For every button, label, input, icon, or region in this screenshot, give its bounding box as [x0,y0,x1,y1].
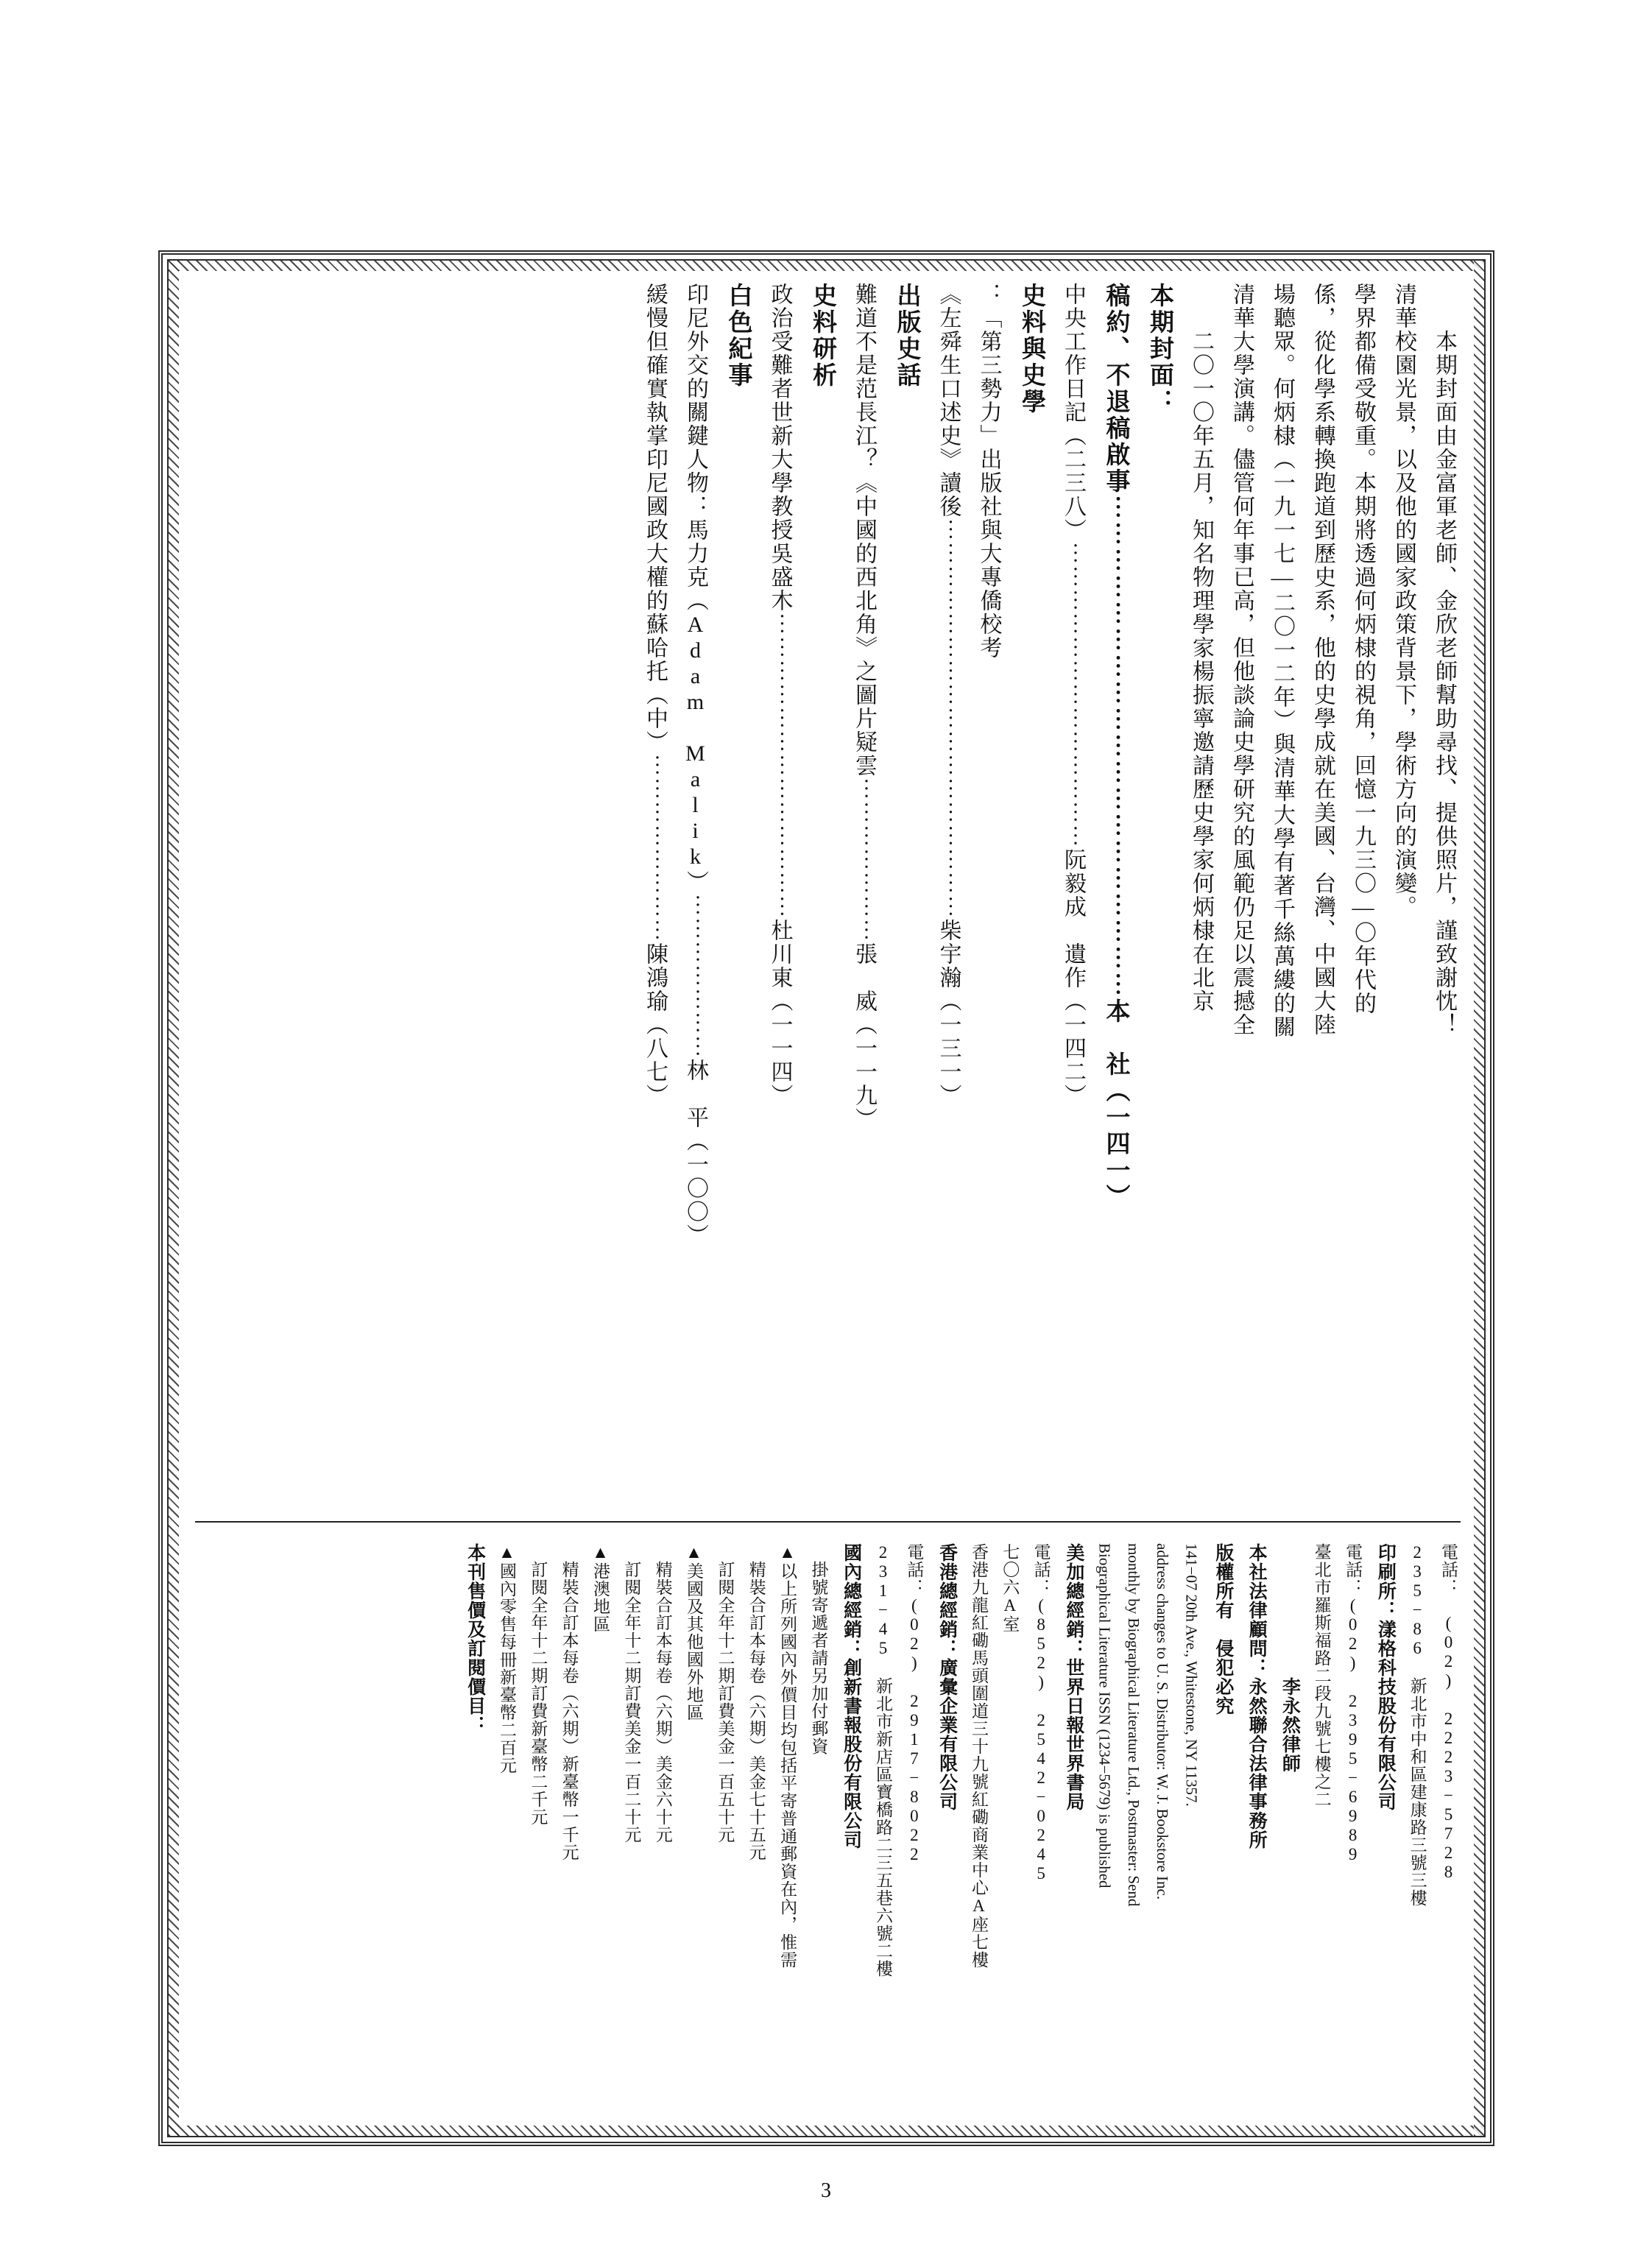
toc-entry: 本期封面由金富軍老師、金欣老師幫助尋找、提供照片，謹致謝忱！ [1432,283,1456,1037]
colophon-line: 235−86 新北市中和區建康路三號三樓 [1408,1543,1427,1907]
toc-entry: 難道不是范長江？《中國的西北角》之圖片疑雲⋯⋯⋯⋯⋯⋯⋯張 威（一一九） [852,283,876,1131]
page-decorative-frame [158,250,1494,2146]
page-number: 3 [821,2179,831,2202]
toc-entry: 《左舜生口述史》讀後⋯⋯⋯⋯⋯⋯⋯⋯⋯⋯⋯⋯⋯⋯⋯⋯⋯柴宇瀚（一三一） [936,283,961,1107]
colophon-line: 訂閱全年十二期訂費美金一百二十元 [622,1543,641,1844]
toc-section-heading: 白色紀事 [724,283,752,389]
colophon-line: 電話：(02) 2917−8022 [905,1543,924,1864]
colophon-line: 臺北市羅斯福路二段九號七樓之二 [1312,1543,1331,1808]
colophon-line: 精裝合訂本每卷（六期）美金七十五元 [746,1543,766,1861]
colophon-line: 精裝合訂本每卷（六期）新臺幣一千元 [560,1543,579,1861]
colophon-line: 電話：(852) 2542−0245 [1031,1543,1051,1883]
colophon-line: monthly by Biographical Literature Ltd., Postmaster: Send [1124,1543,1143,1907]
colophon-line: 141−07 20th Ave., Whitestone, NY 11357. [1182,1543,1201,1807]
toc-entry: 印尼外交的關鍵人物：馬力克（Adam Malik）⋯⋯⋯⋯⋯⋯⋯林 平（一〇〇） [683,283,707,1247]
colophon-heading: 印刷所：漾格科技股份有限公司 [1375,1543,1396,1811]
toc-entry: 清華大學演講。儘管何年事已高，但他談論史學研究的風範仍足以震撼全 [1229,283,1254,1037]
colophon-heading: 國內總經銷：創新書報股份有限公司 [841,1543,861,1849]
toc-entry: ：「第三勢力」出版社與大專僑校考 [976,283,1001,660]
colophon-line: 香港九龍紅磡馬頭圍道三十九號紅磡商業中心A座七樓 [969,1543,988,1969]
toc-entry: 清華校園光景，以及他的國家政策背景下，學術方向的演變。 [1391,283,1416,919]
colophon-line: address changes to U. S. Distributor: W. J. Bookstore Inc. [1154,1543,1172,1900]
colophon-heading: 本社法律顧問：永然聯合法律事務所 [1246,1543,1267,1849]
colophon-heading: 版權所有 侵犯必究 [1212,1543,1233,1715]
colophon-heading: 本刊售價及訂閱價目： [465,1543,485,1735]
toc-entry: 政治受難者世新大學教授吳盛木⋯⋯⋯⋯⋯⋯⋯⋯⋯⋯⋯⋯⋯杜川東（一一四） [767,283,792,1107]
colophon-line: 精裝合訂本每卷（六期）美金六十元 [653,1543,672,1844]
table-of-contents [631,283,1461,1505]
section-divider [195,1521,1461,1523]
toc-section-heading: 史料與史學 [1018,283,1045,415]
toc-section-heading: 本期封面： [1146,283,1173,415]
colophon-line: 231−45 新北市新店區寶橋路二三五巷六號二樓 [874,1543,892,1978]
content-area [185,277,1468,2120]
frame-hatch-bottom [169,2126,1484,2136]
toc-section-heading: 稿約、不退稿啟事⋯⋯⋯⋯⋯⋯⋯⋯⋯⋯⋯⋯⋯⋯⋯⋯⋯⋯⋯本 社（一四一） [1102,283,1129,1210]
colophon-heading: 李永然律師 [1279,1543,1300,1773]
colophon-line: ▲美國及其他國外地區 [685,1543,704,1721]
colophon-line: ▲港澳地區 [591,1543,610,1633]
toc-entry: 二〇一〇年五月，知名物理學家楊振寧邀請歷史學家何炳棣在北京 [1189,283,1213,1013]
colophon-line: 七〇六A室 [1000,1543,1020,1633]
colophon-line: 訂閱全年十二期訂費美金一百五十元 [716,1543,735,1844]
toc-section-heading: 史料研析 [809,283,836,389]
colophon-line: 掛號寄遞者請另加付郵資 [809,1543,828,1755]
frame-hatch-right [1474,261,1484,2136]
page-frame-inner [167,259,1486,2137]
toc-entry: 中央工作日記（二三八）⋯⋯⋯⋯⋯⋯⋯⋯⋯⋯⋯⋯⋯阮毅成 遺作（一四二） [1061,283,1085,1107]
toc-section-heading: 出版史話 [893,283,920,389]
colophon-heading: 美加總經銷：世界日報世界書局 [1063,1543,1084,1811]
frame-hatch-left [169,261,179,2136]
colophon-heading: 香港總經銷：廣彙企業有限公司 [936,1543,957,1811]
toc-entry: 學界都備受敬重。本期將透過何炳棣的視角，回憶一九三〇—〇年代的 [1351,283,1375,1015]
colophon-line: 電話： (02) 2223−5728 [1439,1543,1458,1882]
colophon-line: ▲國內零售每冊新臺幣二百元 [497,1543,516,1774]
colophon-line: 電話：(02) 2395−6989 [1344,1543,1363,1864]
toc-entry: 場聽眾。何炳棣（一九一七—二〇一二年）與清華大學有著千絲萬縷的關 [1270,283,1294,1039]
colophon-line: 訂閱全年十二期訂費新臺幣二千元 [529,1543,548,1826]
colophon-line: ▲以上所列國內外價目均包括平寄普通郵資在內，惟需 [778,1543,797,1969]
colophon-block [454,1543,1461,2103]
toc-entry: 係，從化學系轉換跑道到歷史系，他的史學成就在美國、台灣、中國大陸 [1310,283,1335,1037]
colophon-line: Biographical Literature ISSN (1234−5679) is published [1095,1543,1114,1888]
toc-entry: 緩慢但確實執掌印尼國政大權的蘇哈托（中）⋯⋯⋯⋯⋯⋯⋯⋯陳鴻瑜（八七） [643,283,667,1107]
frame-hatch-top [169,261,1484,271]
